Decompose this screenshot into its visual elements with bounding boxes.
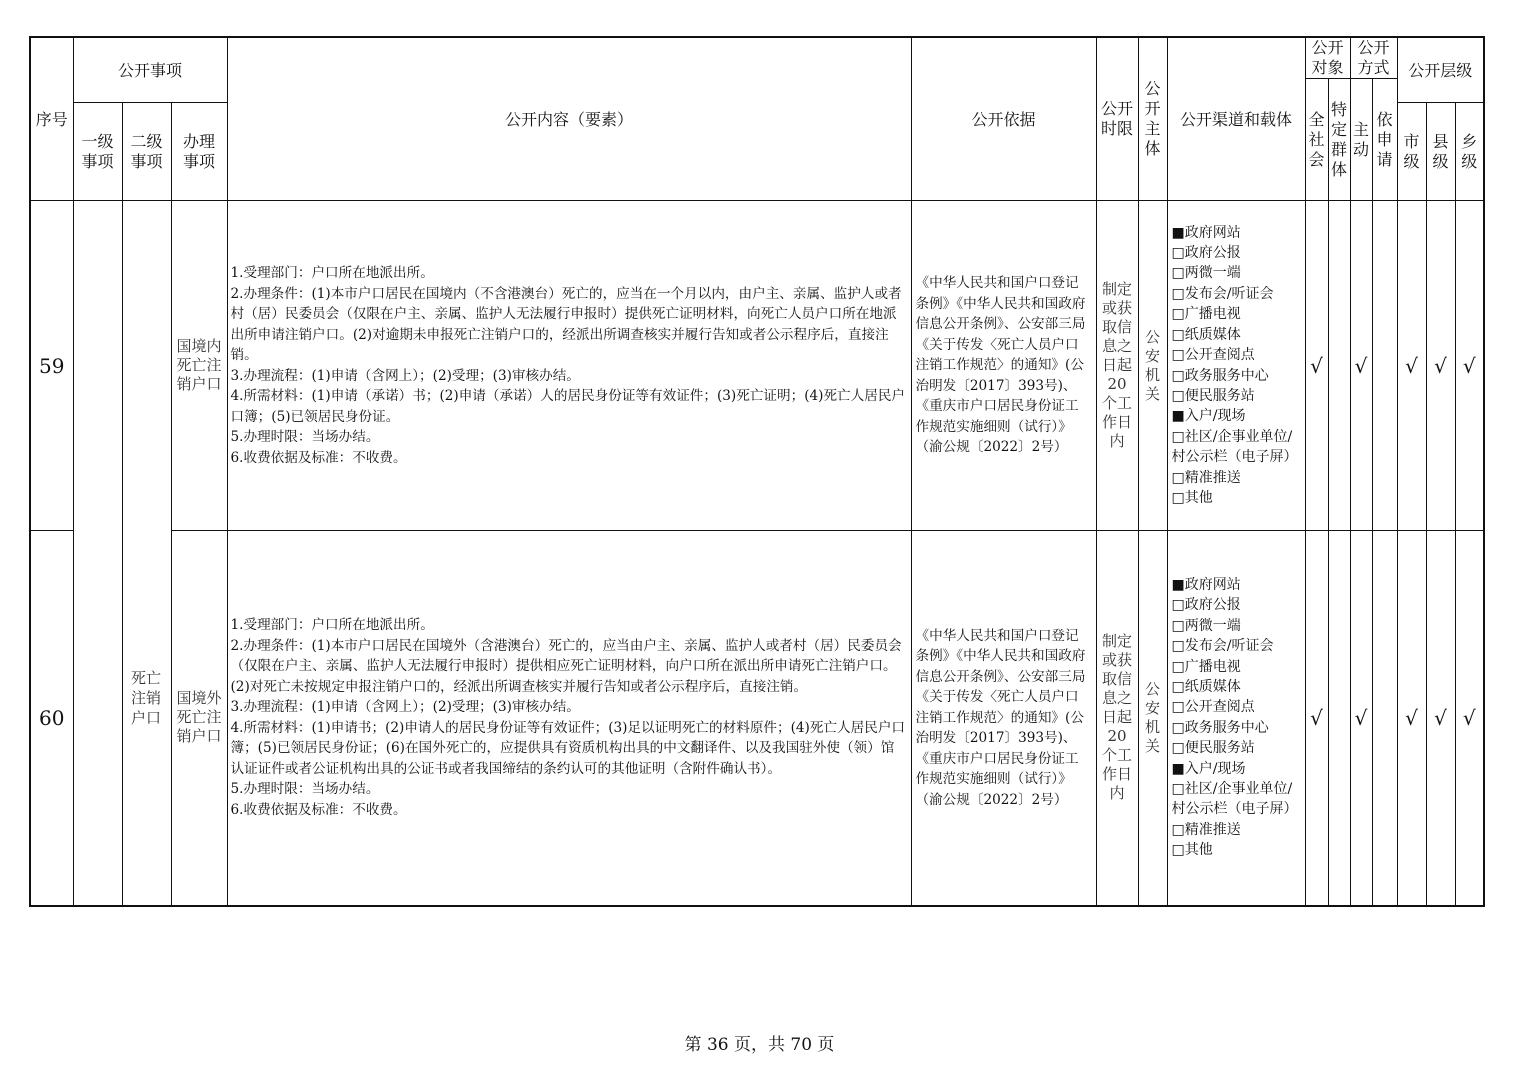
header-seq: 序号 [30,37,73,201]
header-time-limit: 公开时限 [1096,37,1138,201]
row-handle: 国境内死亡注销户口 [171,201,227,531]
header-level-town: 乡级 [1455,103,1484,201]
header-content: 公开内容（要素） [227,37,911,201]
row-mode-active-check: √ [1350,531,1372,906]
row-subject: 公安机关 [1138,531,1167,906]
row-seq: 60 [30,531,73,906]
row-level2 [122,201,171,906]
row-seq: 59 [30,201,73,531]
disclosure-table [29,36,1485,907]
row-level-city-check: √ [1397,201,1426,531]
header-level-city: 市级 [1397,103,1426,201]
page-footer: 第 36 页，共 70 页 [684,1035,835,1055]
header-audience-group: 公开对象 [1305,37,1350,79]
header-audience-specific: 特定群体 [1328,79,1350,201]
header-items-group: 公开事项 [73,37,227,103]
row-level-county-check: √ [1426,531,1455,906]
row-content: 1.受理部门：户口所在地派出所。 2.办理条件：(1)本市户口居民在国境外（含港澳台）死亡的，应当由户主、亲属、监护人或者村（居）民委员会（仅限在户主、亲属、监护人无法履行申报时）提供相应死亡证明材料，向户口所在派出所申请死亡注销户口。(2)对死亡未按规定申报注销户口的，经派出所调查核实并履行告知或者公示程序后，直接注销。 3.办理流程：(1)申请（含网上）；(2)受理；(3)审核办结。 4.所需材料：(1)申请书；(2)申请人的居民身份证等有效证件；(3)足以证明死亡的材料原件；(4)死亡人居民户口簿；(5)已领居民身份证；(6)在国外死亡的，应提供具有资质机构出具的中文翻译件、以及我国驻外使（领）馆认证证件或者公证机构出具的公证书或者我国缔结的条约认可的其他证明（含附件确认书）。 5.办理时限：当场办结。 6.收费依据及标准：不收费。 [227,531,911,906]
row-channels: ■政府网站 □政府公报 □两微一端 □发布会/听证会 □广播电视 □纸质媒体 □公开查阅点 □政务服务中心 □便民服务站 ■入户/现场 □社区/企事业单位/村公示栏（电子屏） □精准推送 □其他 [1167,201,1305,531]
row-level1 [73,201,122,906]
shared-level2-label: 死亡注销户口 [130,669,161,727]
header-mode-active: 主动 [1350,79,1372,201]
row-audience-all-check: √ [1305,201,1328,531]
row-time-limit: 制定或获取信息之日起20个工作日内 [1096,531,1138,906]
row-mode-apply-check [1372,201,1397,531]
row-handle: 国境外死亡注销户口 [171,531,227,906]
header-level-county: 县级 [1426,103,1455,201]
header-audience-all: 全社会 [1305,79,1328,201]
row-audience-specific-check [1328,531,1350,906]
row-basis: 《中华人民共和国户口登记条例》《中华人民共和国政府信息公开条例》、公安部三局《关于传发〈死亡人员户口注销工作规范〉的通知》(公治明发〔2017〕393号)、《重庆市户口居民身份证工作规范实施细则（试行）》（渝公规〔2022〕2号） [911,201,1096,531]
row-mode-active-check: √ [1350,201,1372,531]
row-content: 1.受理部门：户口所在地派出所。 2.办理条件：(1)本市户口居民在国境内（不含港澳台）死亡的，应当在一个月以内，由户主、亲属、监护人或者村（居）民委员会（仅限在户主、亲属、监护人无法履行申报时）提供死亡证明材料，向死亡人员户口所在地派出所申请注销户口。(2)对逾期未申报死亡注销户口的，经派出所调查核实并履行告知或者公示程序后，直接注销。 3.办理流程：(1)申请（含网上）；(2)受理；(3)审核办结。 4.所需材料：(1)申请（承诺）书；(2)申请（承诺）人的居民身份证等有效证件；(3)死亡证明；(4)死亡人居民户口簿；(5)已领居民身份证。 5.办理时限：当场办结。 6.收费依据及标准：不收费。 [227,201,911,531]
header-channels: 公开渠道和载体 [1167,37,1305,201]
row-audience-all-check: √ [1305,531,1328,906]
row-mode-apply-check [1372,531,1397,906]
header-mode-group: 公开方式 [1350,37,1397,79]
header-level-group: 公开层级 [1397,37,1484,103]
row-audience-specific-check [1328,201,1350,531]
table-row [30,201,1484,531]
row-time-limit: 制定或获取信息之日起20个工作日内 [1096,201,1138,531]
header-subject: 公开主体 [1138,37,1167,201]
table-row [30,531,1484,906]
row-subject: 公安机关 [1138,201,1167,531]
row-level-county-check: √ [1426,201,1455,531]
row-basis: 《中华人民共和国户口登记条例》《中华人民共和国政府信息公开条例》、公安部三局《关于传发〈死亡人员户口注销工作规范〉的通知》(公治明发〔2017〕393号)、《重庆市户口居民身份证工作规范实施细则（试行）》（渝公规〔2022〕2号） [911,531,1096,906]
header-basis: 公开依据 [911,37,1096,201]
row-level-city-check: √ [1397,531,1426,906]
header-handle: 办理事项 [171,103,227,201]
header-mode-apply: 依申请 [1372,79,1397,201]
header-level1: 一级事项 [73,103,122,201]
row-channels: ■政府网站 □政府公报 □两微一端 □发布会/听证会 □广播电视 □纸质媒体 □公开查阅点 □政务服务中心 □便民服务站 ■入户/现场 □社区/企事业单位/村公示栏（电子屏） □精准推送 □其他 [1167,531,1305,906]
row-level-town-check: √ [1455,531,1484,906]
header-level2: 二级事项 [122,103,171,201]
row-level-town-check: √ [1455,201,1484,531]
